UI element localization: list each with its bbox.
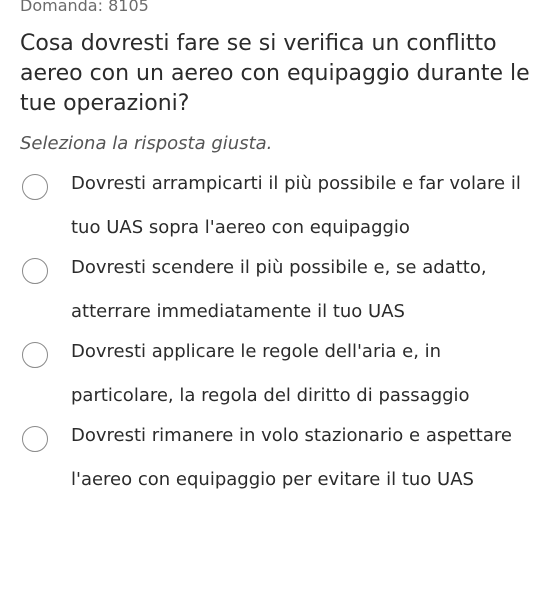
answer-option-label[interactable]: Dovresti applicare le regole dell'aria e, in particolare, la regola del diritto di passaggio [71,341,470,406]
answer-option-1[interactable] [20,170,550,250]
answer-option-2[interactable] [20,254,550,334]
answer-instruction: Seleziona la risposta giusta. [20,133,273,154]
answer-options [20,170,550,502]
answer-option-label[interactable]: Dovresti rimanere in volo stazionario e aspettare l'aereo con equipaggio per evitare il tuo UAS [71,425,512,490]
question-id-label: Domanda: 8105 [20,0,149,15]
radio-unchecked-icon[interactable] [22,342,48,368]
question-text: Cosa dovresti fare se si verifica un conflitto aereo con un aereo con equipaggio durante le tue operazioni? [20,31,530,116]
answer-option-label[interactable]: Dovresti arrampicarti il più possibile e far volare il tuo UAS sopra l'aereo con equipaggio [71,173,521,238]
question-panel [20,0,550,506]
answer-option-label[interactable]: Dovresti scendere il più possibile e, se adatto, atterrare immediatamente il tuo UAS [71,257,487,322]
radio-unchecked-icon[interactable] [22,426,48,452]
answer-option-4[interactable] [20,422,550,502]
radio-unchecked-icon[interactable] [22,174,48,200]
answer-option-3[interactable] [20,338,550,418]
radio-unchecked-icon[interactable] [22,258,48,284]
